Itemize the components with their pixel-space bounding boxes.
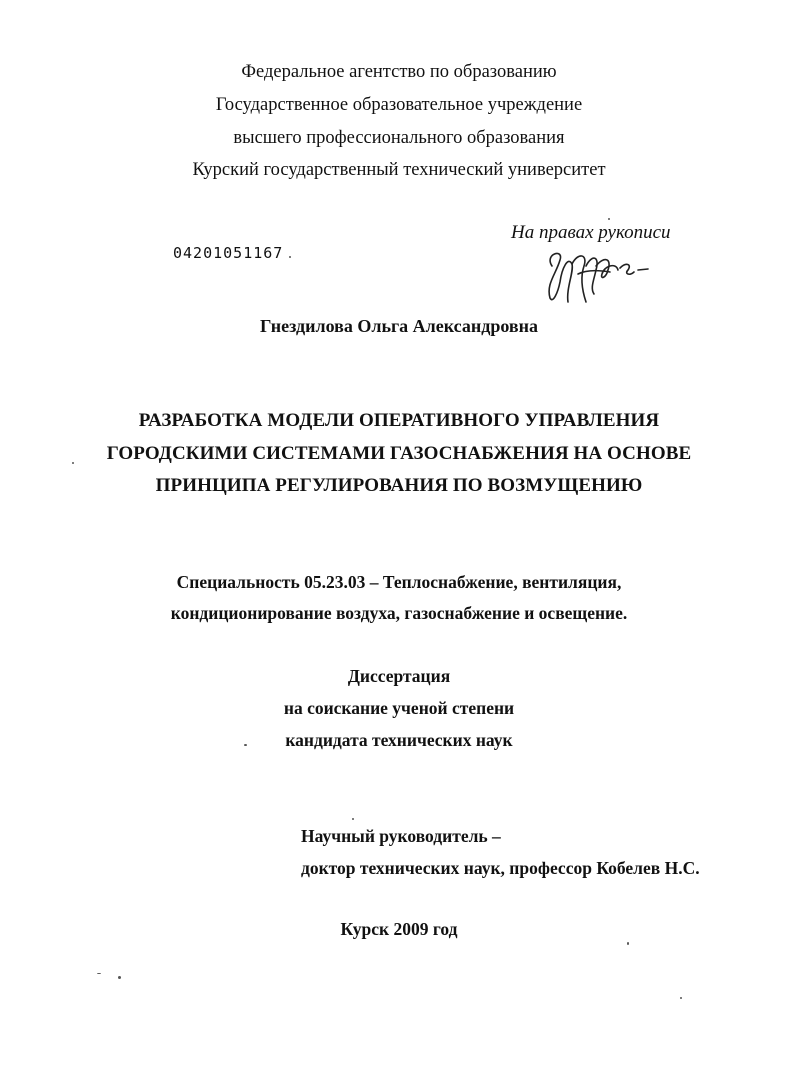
title-line-3: ПРИНЦИПА РЕГУЛИРОВАНИЯ ПО ВОЗМУЩЕНИЮ — [155, 475, 643, 496]
catalog-number: 04201051167 — [173, 244, 284, 262]
scan-speck — [244, 744, 247, 746]
title-line-2: ГОРОДСКИМИ СИСТЕМАМИ ГАЗОСНАБЖЕНИЯ НА ОСНОВЕ — [106, 443, 692, 464]
scan-speck — [118, 976, 121, 979]
scan-speck — [680, 997, 682, 999]
scan-speck — [72, 462, 74, 464]
header-agency: Федеральное агентство по образованию — [241, 62, 557, 82]
scan-speck — [289, 256, 291, 258]
author-name: Гнездилова Ольга Александровна — [259, 316, 539, 336]
header-institution-type: Государственное образовательное учреждение — [215, 95, 583, 115]
title-line-1: РАЗРАБОТКА МОДЕЛИ ОПЕРАТИВНОГО УПРАВЛЕНИЯ — [138, 410, 660, 431]
header-university: Курский государственный технический университет — [192, 160, 606, 180]
header-education-level: высшего профессионального образования — [233, 128, 565, 148]
supervisor-name: доктор технических наук, профессор Кобелев Н.С. — [301, 858, 700, 878]
supervisor-label: Научный руководитель – — [301, 826, 501, 846]
scan-speck — [97, 973, 101, 974]
specialty-line-2: кондиционирование воздуха, газоснабжение и освещение. — [170, 603, 628, 623]
manuscript-rights-note: На правах рукописи — [511, 222, 671, 243]
degree-document-type: Диссертация — [347, 666, 451, 686]
scan-speck — [352, 818, 354, 820]
degree-name: кандидата технических наук — [285, 730, 513, 750]
specialty-line-1: Специальность 05.23.03 – Теплоснабжение, вентиляция, — [176, 572, 622, 592]
degree-purpose: на соискание ученой степени — [283, 698, 515, 718]
scan-speck — [608, 218, 610, 220]
city-year: Курск 2009 год — [340, 919, 458, 939]
scan-speck — [627, 942, 629, 945]
signature-image — [538, 244, 658, 306]
